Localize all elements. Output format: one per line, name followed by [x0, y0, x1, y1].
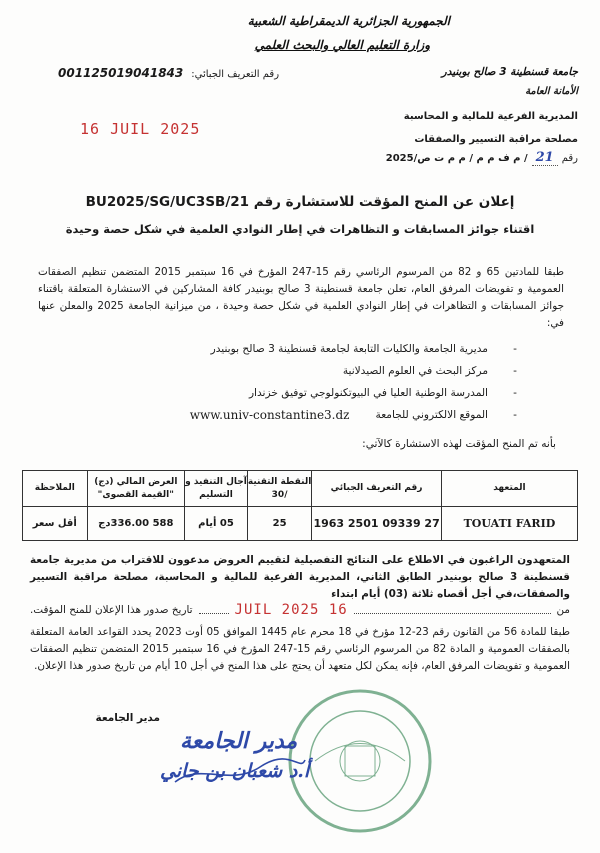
results-paragraph: المتعهدون الراغبون في الاطلاع على النتائج التفصيلية لتقييم العروض مدعوون للاقتراب من مديرية جامعة قسنطينة 3 صالح بوبنيدر الطابق الثاني، المديرية الفرعية للمالية و المحاسبة، مصلحة مراقبة التسيير والصفقات،في أجل أقصاه ثلاثة (03) أيام ابتداء — [30, 554, 570, 600]
date-stamp-bottom: 16 JUIL 2025 — [234, 602, 348, 618]
table-header-row — [23, 471, 578, 507]
service-name: مصلحة مراقبة التسيير والصفقات — [414, 134, 578, 145]
university-name: جامعة قسنطينة 3 صالح بوبنيدر — [441, 66, 578, 78]
list-item: - المدرسة الوطنية العليا في البيوتكنولوجي توفيق خزندار — [248, 387, 517, 399]
announcement-title: إعلان عن المنح المؤقت للاستشارة رقم BU2025/SG/UC3SB/21 — [85, 194, 515, 210]
col-delay: آجال التنفيذ و التسليم — [185, 471, 248, 507]
col-tech-score: النقطة التقنية /30 — [247, 471, 311, 507]
tax-id-label: رقم التعريف الجبائي: — [191, 69, 280, 80]
republic-title: الجمهورية الجزائرية الديمقراطية الشعبية — [247, 14, 450, 28]
award-table — [22, 470, 578, 541]
col-offer: العرض المالي (دج) "القيمة القصوى" — [87, 471, 185, 507]
cell-tech-score: 25 — [247, 507, 311, 541]
ref-number: 21 — [532, 150, 558, 166]
cell-tax-id: 1963 2501 09339 27 — [312, 507, 442, 541]
ministry-title: وزارة التعليم العالي والبحث العلمي — [254, 38, 430, 52]
date-line-text: تاريخ صدور هذا الإعلان للمنح المؤقت. — [30, 604, 193, 616]
from-label: من — [556, 604, 570, 616]
award-intro: بأنه تم المنح المؤقت لهذه الاستشارة كالآتي: — [362, 438, 556, 450]
col-bidder: المتعهد — [441, 471, 577, 507]
ref-prefix: رقم — [561, 153, 578, 164]
cell-bidder: TOUATI FARID — [441, 507, 577, 541]
signature-title: مدير الجامعة — [95, 712, 160, 724]
list-item: - مديرية الجامعة والكليات التابعة لجامعة قسنطينة 3 صالح بوبنيدر — [210, 343, 517, 355]
tax-id-block — [58, 66, 279, 80]
publication-list — [190, 338, 520, 426]
appeal-paragraph: طبقا للمادة 56 من القانون رقم 23-12 مؤرخ في 18 محرم عام 1445 الموافق 05 أوت 2023 يحدد القواعد العامة المتعلقة بالصفقات العمومية و المادة 82 من المرسوم الرئاسي رقم 15-247 المؤرخ في 16 سبتمبر 2015 المتضمن تنظيم الصفقات العمومية و تفويضات المرفق العام، فإنه يمكن لكل متعهد أن يحتج على هذا المنح في أجل 10 أيام من تاريخ صدور هذا الإعلان. — [30, 626, 570, 672]
website-link[interactable]: www.univ-constantine3.dz — [189, 408, 350, 422]
col-notes: الملاحظة — [23, 471, 88, 507]
announcement-subtitle: اقتناء جوائز المسابقات و التظاهرات في إطار النوادي العلمية في شكل حصة وحيدة — [65, 222, 535, 236]
tax-id-value: 001125019041843 — [58, 66, 184, 80]
date-stamp-top: 16 JUIL 2025 — [80, 120, 201, 138]
signature-handwriting-line1: مدير الجامعة — [180, 728, 298, 754]
cell-notes: أقل سعر — [23, 507, 88, 541]
table-row — [23, 507, 578, 541]
cell-delay: 05 أيام — [185, 507, 248, 541]
cell-offer: 588 336.00دج — [87, 507, 185, 541]
reference-line — [386, 150, 578, 166]
list-item: - مركز البحث في العلوم الصيدلانية — [342, 365, 517, 377]
results-date-line — [30, 602, 570, 618]
subdirectorate: المديرية الفرعية للمالية و المحاسبة — [403, 111, 578, 122]
ref-suffix: / م ف م م / م م ت ص/2025 — [385, 153, 528, 164]
intro-paragraph: طبقا للمادتين 65 و 82 من المرسوم الرئاسي رقم 15-247 المؤرخ في 16 سبتمبر 2015 المتضمن تنظيم الصفقات العمومية و تفويضات المرفق العام، تعلن جامعة قسنطينة 3 صالح بوبنيدر كافة المشاركين في الاستشارة المتعلقة باقتناء جوائز المسابقات و التظاهرات في إطار النوادي العلمية في شكل حصة وحيدة ، من ميزانية الجامعة 2025 والمعلن عنها في: — [38, 266, 564, 329]
general-secretariat: الأمانة العامة — [525, 86, 578, 97]
signature-stroke — [170, 752, 310, 792]
list-item: - الموقع الالكتروني للجامعة www.univ-constantine3.dz — [189, 408, 517, 422]
signature-handwriting-line2: أ.د شعبان بن جاني — [160, 760, 310, 782]
col-tax-id: رقم التعريف الجبائي — [312, 471, 442, 507]
